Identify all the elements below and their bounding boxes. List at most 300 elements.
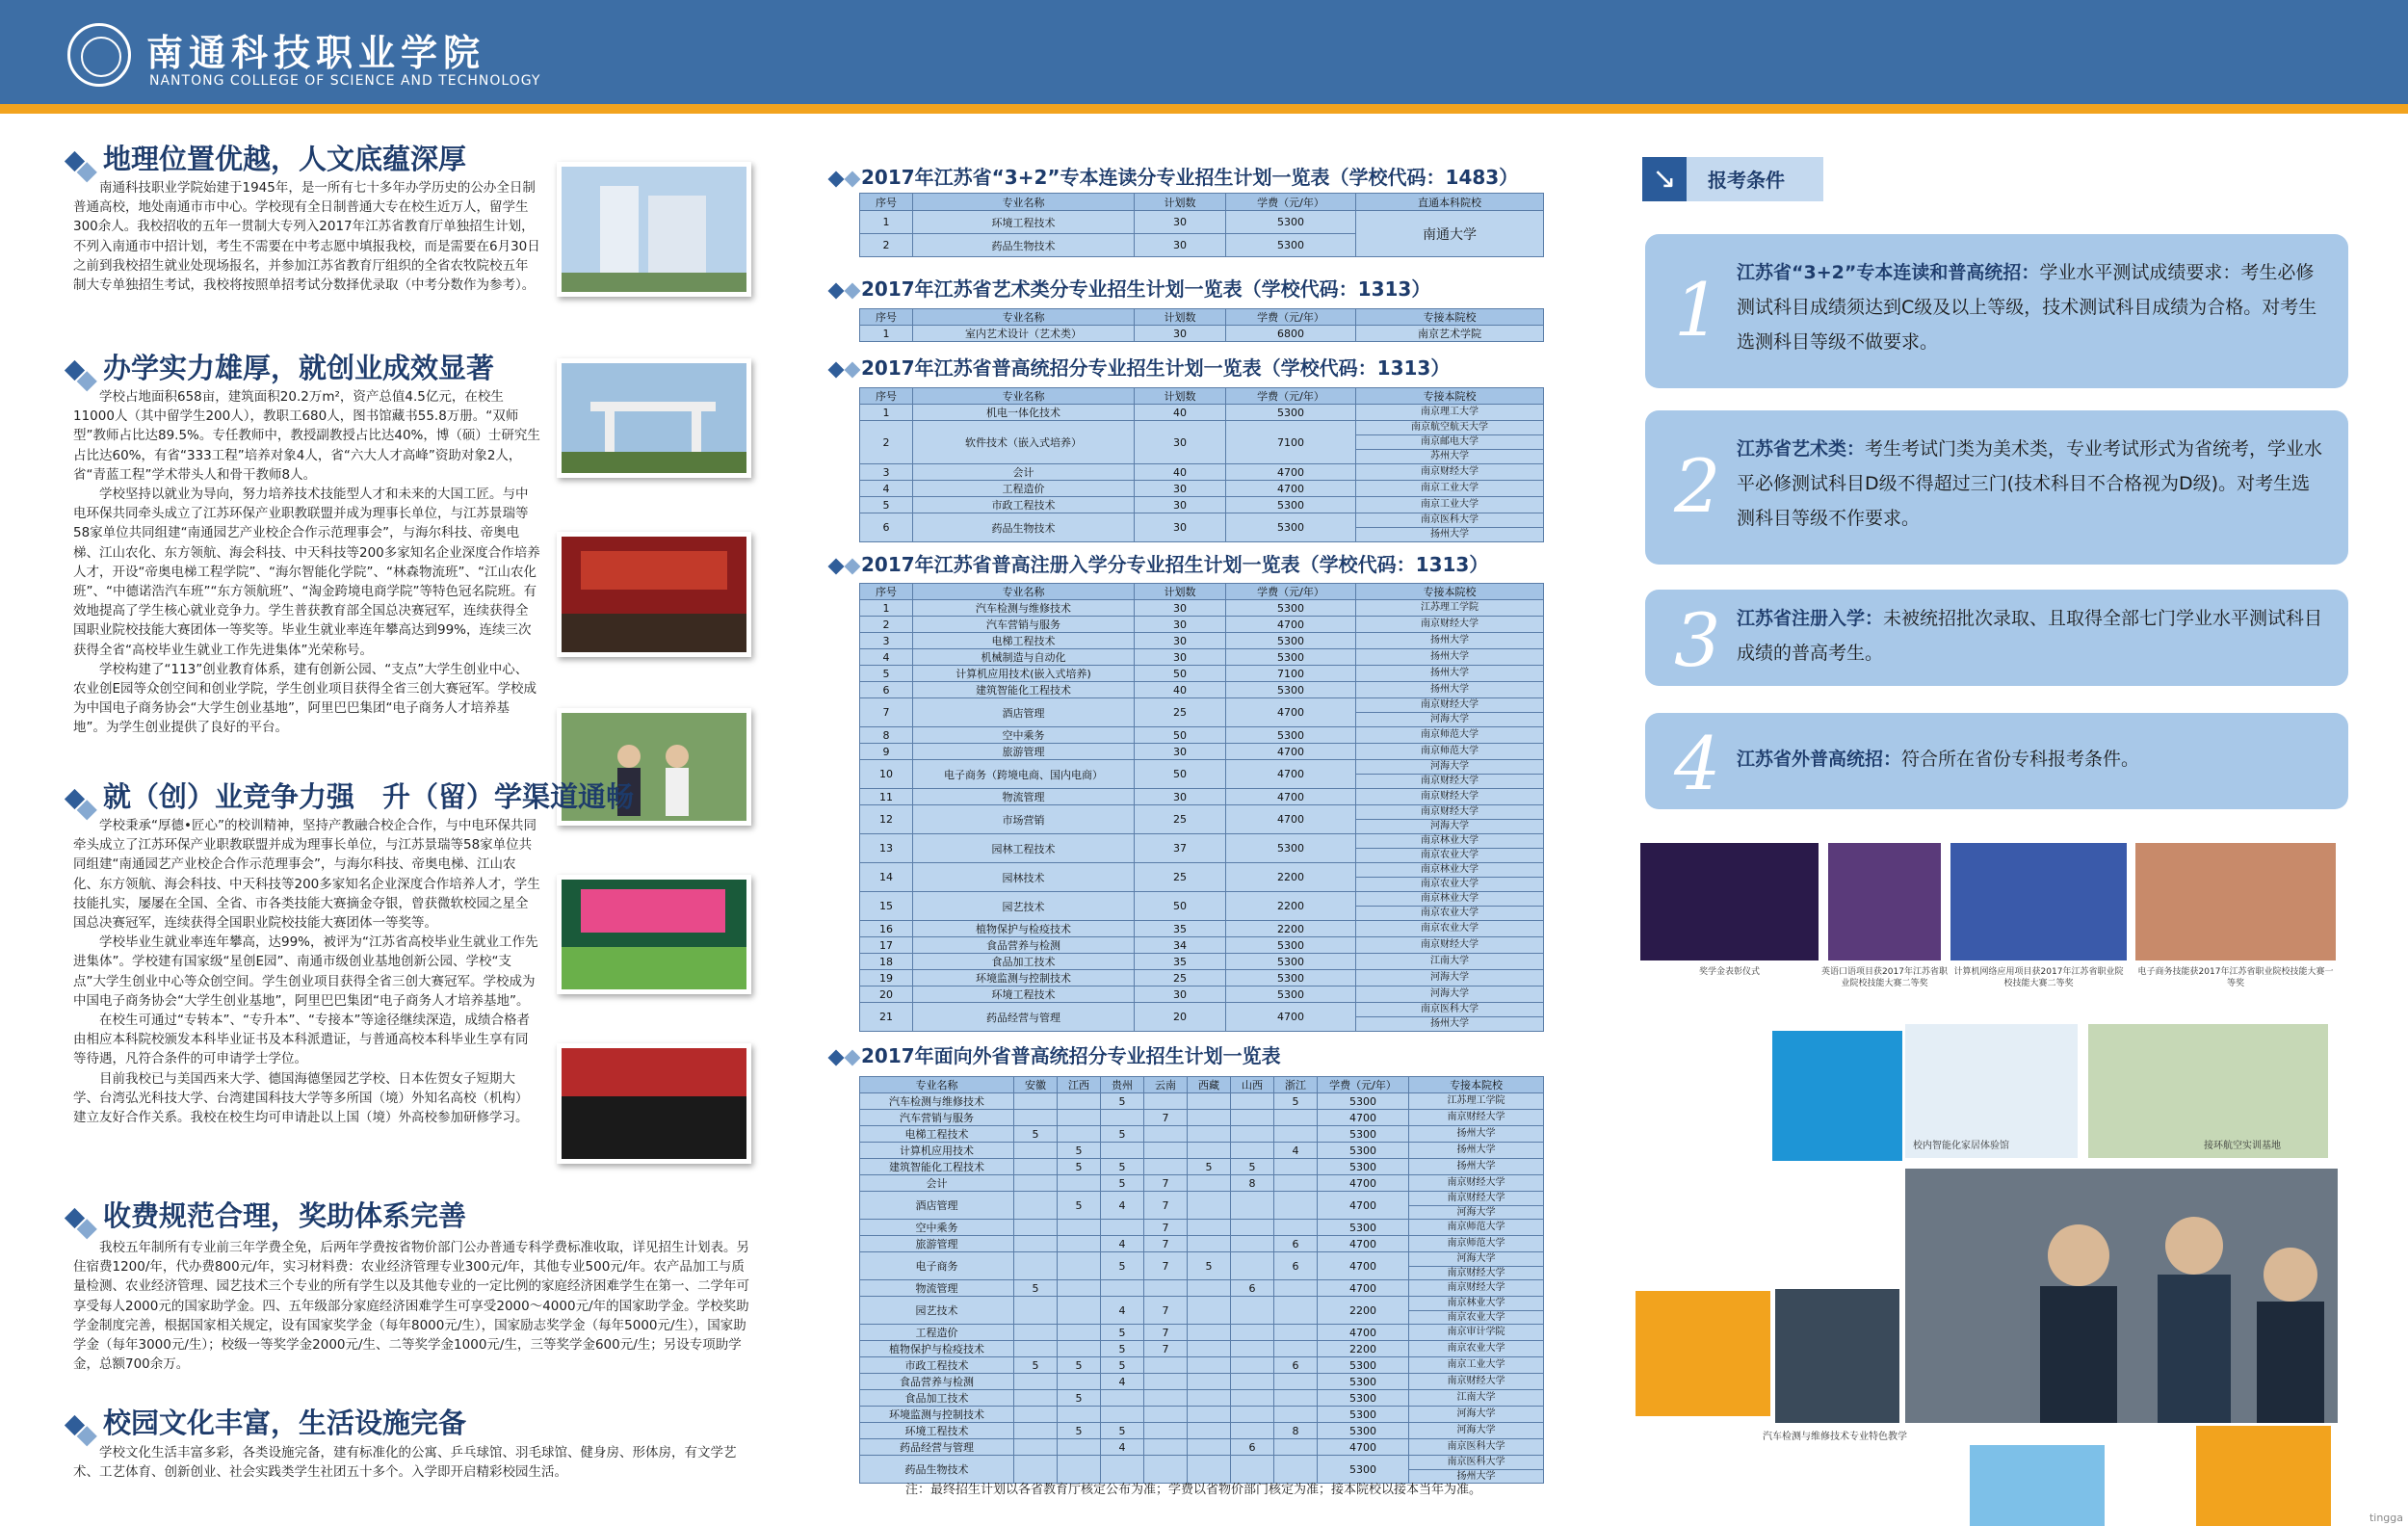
cell-school [1356,649,1544,666]
th-major: 专业名称 [913,584,1135,600]
th-anhui: 安徽 [1014,1077,1058,1093]
cell-xizang [1188,1390,1231,1407]
table-row [860,892,1544,921]
cell-plan: 30 [1135,987,1226,1003]
cell-yunnan [1144,1159,1188,1175]
cell-school [1409,1297,1544,1325]
cell-index: 3 [860,633,913,649]
cell-plan: 37 [1135,834,1226,863]
requirement-text: 江苏省注册入学：未被统招批次录取、且取得全部七门学业水平测试科目成绩的普高考生。 [1737,608,2323,664]
school-line: 扬州大学 [1409,1469,1543,1484]
cell-major: 药品生物技术 [860,1456,1014,1484]
school-name-en: NANTONG COLLEGE OF SCIENCE AND TECHNOLOGY [149,73,541,89]
cell-school [1409,1423,1544,1439]
cell-jiangxi: 5 [1058,1143,1101,1159]
cell-school [1356,892,1544,921]
th-yunnan: 云南 [1144,1077,1188,1093]
cell-index: 21 [860,1003,913,1032]
cell-major: 环境工程技术 [913,211,1135,234]
cell-major: 软件技术（嵌入式培养） [913,421,1135,464]
table-registration [859,583,1544,1032]
photo-smart-home-lab [1902,1021,2081,1161]
cell-zhejiang: 6 [1274,1236,1318,1252]
table-row [860,970,1544,987]
cell-guizhou [1101,1407,1144,1423]
cell-jiangxi [1058,1126,1101,1143]
requirement-number: 2 [1674,443,1721,529]
caption-award-2: 英语口语项目获2017年江苏省职业院校技能大赛二等奖 [1821,967,1948,988]
cell-anhui [1014,1439,1058,1456]
diamond-icon [828,282,845,299]
table-row [860,805,1544,834]
table-row [860,421,1544,464]
school-line: 江南大学 [1456,1392,1496,1404]
cell-anhui [1014,1192,1058,1220]
school-line: 南京财经大学 [1421,806,1479,817]
cell-yunnan [1144,1126,1188,1143]
th-school: 专接本院校 [1409,1077,1544,1093]
cell-xizang [1188,1093,1231,1110]
caption-auto-training: 汽车检测与维修技术专业特色教学 [1763,1432,1907,1442]
cell-shanxi [1231,1325,1274,1341]
school-line: 南京工业大学 [1421,483,1479,493]
th-school: 直通本科院校 [1356,194,1544,211]
school-line: 河海大学 [1430,988,1469,999]
school-line: 南京师范大学 [1447,1238,1505,1250]
cell-zhejiang [1274,1390,1318,1407]
table-row [860,834,1544,863]
cell-xizang [1188,1110,1231,1126]
cell-jiangxi: 5 [1058,1159,1101,1175]
cell-xizang: 5 [1188,1252,1231,1280]
cell-index: 2 [860,617,913,633]
cell-fee: 2200 [1318,1297,1409,1325]
table-row [860,987,1544,1003]
school-line: 河海大学 [1409,1205,1543,1220]
cell-fee: 4700 [1226,744,1356,760]
deco-square-light [1970,1445,2105,1526]
cell-anhui [1014,1143,1058,1159]
cell-shanxi [1231,1390,1274,1407]
cell-school [1409,1110,1544,1126]
cell-school [1409,1280,1544,1297]
requirement-card-3 [1645,590,2348,686]
cell-yunnan: 7 [1144,1175,1188,1192]
table-row [860,1407,1544,1423]
th-jiangxi: 江西 [1058,1077,1101,1093]
cell-yunnan: 7 [1144,1236,1188,1252]
cell-major: 旅游管理 [860,1236,1014,1252]
cell-major: 物流管理 [860,1280,1014,1297]
th-xizang: 西藏 [1188,1077,1231,1093]
cell-zhejiang [1274,1297,1318,1325]
requirement-card-2 [1645,410,2348,565]
photo-ceremony-stage [557,532,751,657]
table-row [860,1390,1544,1407]
cell-guizhou [1101,1143,1144,1159]
table-row [860,698,1544,727]
table-row [860,497,1544,513]
cell-plan: 35 [1135,921,1226,937]
th-fee: 学费（元/年） [1318,1077,1409,1093]
cell-school [1356,464,1544,481]
th-index: 序号 [860,309,913,326]
cell-jiangxi: 5 [1058,1192,1101,1220]
cell-shanxi [1231,1252,1274,1280]
diamond-icon [65,788,85,808]
deco-square-orange [1636,1291,1770,1416]
school-line: 南京农业大学 [1409,1310,1543,1325]
cell-school [1409,1159,1544,1175]
cell-fee: 5300 [1226,600,1356,617]
cell-shanxi [1231,1192,1274,1220]
table-row [860,1143,1544,1159]
school-line: 扬州大学 [1456,1161,1496,1172]
table-row [860,1110,1544,1126]
cell-yunnan [1144,1439,1188,1456]
cell-jiangxi [1058,1439,1101,1456]
cell-fee: 5300 [1318,1220,1409,1236]
table-title-art: 2017年江苏省艺术类分专业招生计划一览表（学校代码：1313） [830,274,1430,302]
cell-plan: 30 [1135,633,1226,649]
cell-school [1356,834,1544,863]
cell-plan: 50 [1135,727,1226,744]
table-row [860,513,1544,542]
cell-major: 工程造价 [860,1325,1014,1341]
school-line: 南京师范大学 [1421,729,1479,740]
cell-major: 园林技术 [913,863,1135,892]
cell-shanxi [1231,1126,1274,1143]
school-line: 南京航空航天大学 [1411,422,1488,433]
cell-major: 植物保护与检疫技术 [860,1341,1014,1357]
cell-plan: 40 [1135,464,1226,481]
cell-guizhou: 4 [1101,1374,1144,1390]
cell-guizhou [1101,1390,1144,1407]
cell-index: 7 [860,698,913,727]
cell-school [1356,987,1544,1003]
school-line: 南京财经大学 [1421,466,1479,477]
cell-anhui: 5 [1014,1357,1058,1374]
cell-fee: 4700 [1318,1110,1409,1126]
cell-fee: 4700 [1318,1192,1409,1220]
cell-fee: 5300 [1226,649,1356,666]
cell-shanxi [1231,1357,1274,1374]
diamond-icon [828,1049,845,1066]
table-row [860,617,1544,633]
cell-xizang [1188,1325,1231,1341]
cell-shanxi [1231,1341,1274,1357]
cell-major: 汽车营销与服务 [913,617,1135,633]
cell-plan: 30 [1135,513,1226,542]
cell-plan: 50 [1135,666,1226,682]
section-title-location: 地理位置优越，人文底蕴深厚 [67,138,466,177]
school-line: 扬州大学 [1430,668,1469,678]
school-line: 南京工业大学 [1447,1359,1505,1371]
cell-yunnan: 7 [1144,1325,1188,1341]
cell-school [1356,789,1544,805]
requirement-number: 4 [1674,721,1721,806]
school-line: 南京财经大学 [1356,774,1543,788]
cell-xizang [1188,1374,1231,1390]
cell-school [1409,1439,1544,1456]
table-row [860,954,1544,970]
table-row [860,633,1544,649]
cell-zhejiang [1274,1407,1318,1423]
cell-yunnan: 7 [1144,1252,1188,1280]
school-line: 扬州大学 [1430,651,1469,662]
cell-anhui [1014,1325,1058,1341]
cell-guizhou: 5 [1101,1159,1144,1175]
cell-major: 植物保护与检疫技术 [913,921,1135,937]
cell-xizang [1188,1143,1231,1159]
cell-xizang [1188,1423,1231,1439]
cell-fee: 5300 [1226,682,1356,698]
cell-shanxi: 8 [1231,1175,1274,1192]
table-row [860,405,1544,421]
table-row [860,744,1544,760]
cell-shanxi [1231,1423,1274,1439]
cell-anhui [1014,1390,1058,1407]
school-line: 扬州大学 [1456,1144,1496,1156]
cell-guizhou: 5 [1101,1126,1144,1143]
cell-school [1356,760,1544,789]
school-line: 南京林业大学 [1421,835,1479,846]
th-major: 专业名称 [860,1077,1014,1093]
cell-xizang: 5 [1188,1159,1231,1175]
cell-fee: 2200 [1318,1341,1409,1357]
cell-yunnan: 7 [1144,1110,1188,1126]
cell-jiangxi: 5 [1058,1390,1101,1407]
cell-fee: 4700 [1226,1003,1356,1032]
table-row [860,1252,1544,1280]
cell-plan: 30 [1135,649,1226,666]
cell-major: 园艺技术 [913,892,1135,921]
school-line: 南京财经大学 [1409,1266,1543,1280]
cell-xizang [1188,1280,1231,1297]
cell-index: 1 [860,211,913,234]
cell-school [1356,600,1544,617]
table-row [860,1280,1544,1297]
table-row [860,789,1544,805]
cell-index: 18 [860,954,913,970]
cell-school: 南通大学 [1356,211,1544,257]
cell-zhejiang: 8 [1274,1423,1318,1439]
cell-guizhou: 5 [1101,1093,1144,1110]
cell-index: 5 [860,666,913,682]
table-row [860,1220,1544,1236]
table-row [860,1192,1544,1220]
cell-school [1356,1003,1544,1032]
cell-anhui [1014,1159,1058,1175]
cell-major: 药品生物技术 [913,513,1135,542]
table-row [860,600,1544,617]
cell-major: 环境监测与控制技术 [860,1407,1014,1423]
cell-xizang [1188,1126,1231,1143]
school-line: 南京财经大学 [1447,1193,1505,1203]
table-row [860,1374,1544,1390]
cell-fee: 5300 [1226,834,1356,863]
cell-plan: 40 [1135,682,1226,698]
cell-shanxi [1231,1374,1274,1390]
cell-guizhou: 5 [1101,1357,1144,1374]
school-line: 南京林业大学 [1421,893,1479,904]
deco-square-orange-2 [2196,1426,2331,1526]
cell-jiangxi [1058,1407,1101,1423]
cell-fee: 2200 [1226,863,1356,892]
th-index: 序号 [860,388,913,405]
school-line: 南京财经大学 [1421,618,1479,629]
watermark-text: tingga [2369,1512,2403,1524]
section-title-strength: 办学实力雄厚，就创业成效显著 [67,347,494,386]
cell-xizang [1188,1439,1231,1456]
school-line: 南京农业大学 [1356,877,1543,891]
cell-school [1356,666,1544,682]
cell-school [1356,744,1544,760]
cell-zhejiang [1274,1325,1318,1341]
cell-fee: 5300 [1226,513,1356,542]
cell-fee: 4700 [1226,617,1356,633]
cell-jiangxi [1058,1220,1101,1236]
cell-jiangxi [1058,1341,1101,1357]
cell-fee: 5300 [1226,970,1356,987]
table-art [859,308,1544,342]
th-school: 专接本院校 [1356,388,1544,405]
cell-zhejiang [1274,1374,1318,1390]
cell-fee: 5300 [1226,633,1356,649]
photo-award-4 [2135,843,2336,960]
cell-school [1356,954,1544,970]
caption-award-3: 计算机网络应用项目获2017年江苏省职业院校技能大赛二等奖 [1953,967,2124,988]
section-body-fees: 我校五年制所有专业前三年学费全免，后两年学费按省物价部门公办普通专科学费标准收取，详见招生计划表。另住宿费1200/年，代办费800元/年，实习材料费：农业经济管理专业300元/年，其他专业500元/年。农产品加工与质量检测、农业经济管理、园艺技术三个专业的所有学生以及其他专业的一定比例的家庭经济困难学生在第一、二学年可享受每人2000元的国家助学金。四、五年级部分家庭经济困难学生可享受2000～4000元/年的国家助学金。学校奖助学金制度完善，根据国家相关规定，设有国家奖学金（每年8000元/生），国家励志奖学金（每年5000元/生），国家助学金（每年3000元/生）；校级一等奖学金2000元/生、二等奖学金1000元/生，三等奖学金600元/生；另设专项助学金，总额700余万。 [73,1240,749,1373]
cell-zhejiang: 6 [1274,1252,1318,1280]
school-line: 河海大学 [1430,972,1469,983]
cell-anhui [1014,1407,1058,1423]
diamond-icon [65,1414,85,1434]
cell-major: 物流管理 [913,789,1135,805]
cell-jiangxi [1058,1252,1101,1280]
cell-zhejiang [1274,1192,1318,1220]
cell-major: 市场营销 [913,805,1135,834]
requirement-number: 1 [1674,267,1721,353]
cell-guizhou: 5 [1101,1423,1144,1439]
cell-xizang [1188,1236,1231,1252]
table-row [860,937,1544,954]
cell-school [1409,1236,1544,1252]
cell-plan: 20 [1135,1003,1226,1032]
th-zhejiang: 浙江 [1274,1077,1318,1093]
cell-major: 机电一体化技术 [913,405,1135,421]
cell-shanxi: 5 [1231,1159,1274,1175]
cell-fee: 5300 [1318,1357,1409,1374]
cell-yunnan [1144,1357,1188,1374]
cell-anhui [1014,1175,1058,1192]
school-line: 南京农业大学 [1356,848,1543,862]
cell-major: 药品生物技术 [913,234,1135,257]
table-row [860,1236,1544,1252]
cell-yunnan [1144,1423,1188,1439]
school-line: 南京财经大学 [1447,1112,1505,1123]
cell-guizhou: 4 [1101,1192,1144,1220]
cell-zhejiang: 5 [1274,1093,1318,1110]
photo-workshop [1772,1286,1902,1426]
section-body-campus-life: 学校文化生活丰富多彩，各类设施完备，建有标准化的公寓、乒乓球馆、羽毛球馆、健身房、形体房，有文学艺术、工艺体育、创新创业、社会实践类学生社团五十多个。入学即开启精彩校园生活。 [73,1445,737,1481]
table-row [860,1093,1544,1110]
section-body-employment: 学校秉承“厚德•匠心”的校训精神，坚持产教融合校企合作，与中电环保共同牵头成立了江苏环保产业职教联盟并成为理事长单位，与江苏景瑞等58家单位共同组建“南通园艺产业校企合作示范理事会”，与海尔科技、帝奥电梯、江山农化、东方领航、海会科技、中天科技等200多家知名企业深度合作培养人才，学生技能扎实，屡屡在全国、全省、市各类技能大赛摘金夺银，曾获微软校园之星全国总决赛冠军，连续获得全国职业院校技能大赛团体一等奖等。 学校毕业生就业率连年攀高，达99%，被评为“江苏省高校毕业生就业工作先进集体”。学校建有国家级“星创E园”、南通市级创业基地创新公园、学校“支点”大学生创业中心等众创空间。学生创业项目获得全省三创大赛冠军。学校成为中国电子商务协会“大学生创业基地”，阿里巴巴集团“电子商务人才培养基地”。 在校生可通过“专转本”、“专升本”、“专接本”等途径继续深造，成绩合格者由相应本科院校颁发本科毕业证书及本科派遣证，与普通高校本科毕业生享有同等待遇，凡符合条件的可申请学士学位。 目前我校已与美国西来大学、德国海德堡园艺学校、日本佐贺女子短期大学、台湾弘光科技大学、台湾建国科技大学等多所国（境）外知名高校（机构）建立友好合作关系。我校在校生均可申请赴以上国（境）外高校参加研修学习。 [73,818,540,1126]
cell-major: 室内艺术设计（艺术类） [913,326,1135,342]
cell-school: 南京艺术学院 [1356,326,1544,342]
school-line: 南京财经大学 [1447,1282,1505,1294]
cell-index: 2 [860,234,913,257]
school-line: 南京工业大学 [1421,499,1479,510]
cell-anhui [1014,1374,1058,1390]
table-row [860,1341,1544,1357]
caption-award-4: 电子商务技能获2017年江苏省职业院校技能大赛一等奖 [2137,967,2334,988]
cell-major: 工程造价 [913,481,1135,497]
th-plan: 计划数 [1135,388,1226,405]
cell-shanxi: 6 [1231,1280,1274,1297]
cell-jiangxi [1058,1110,1101,1126]
cell-guizhou [1101,1280,1144,1297]
cell-major: 会计 [860,1175,1014,1192]
th-index: 序号 [860,194,913,211]
cell-school [1409,1126,1544,1143]
table-row [860,1423,1544,1439]
cell-index: 17 [860,937,913,954]
cell-anhui [1014,1110,1058,1126]
cell-fee: 6800 [1226,326,1356,342]
cell-fee: 5300 [1318,1407,1409,1423]
cell-jiangxi [1058,1093,1101,1110]
cell-major: 电子商务 [860,1252,1014,1280]
cell-school [1356,698,1544,727]
cell-yunnan [1144,1374,1188,1390]
table-3plus2 [859,193,1544,257]
cell-xizang [1188,1192,1231,1220]
cell-plan: 30 [1135,211,1226,234]
cell-yunnan [1144,1280,1188,1297]
photo-campus-buildings [557,162,751,297]
table-row [860,921,1544,937]
cell-zhejiang [1274,1159,1318,1175]
cell-zhejiang [1274,1220,1318,1236]
cell-fee: 7100 [1226,666,1356,682]
table-row [860,666,1544,682]
cell-index: 4 [860,649,913,666]
cell-fee: 4700 [1226,760,1356,789]
cell-school [1356,633,1544,649]
section-body-strength: 学校占地面积658亩，建筑面积20.2万m²，资产总值4.5亿元，在校生11000人（其中留学生200人），教职工680人，图书馆藏书55.8万册。“双师型”教师占比达89.5%。专任教师中，教授副教授占比达40%，博（硕）士研究生占比达60%，有省“333工程”培养对象4人，省“六大人才高峰”资助对象2人，省“青蓝工程”学术带头人和骨干教师8人。 学校坚持以就业为导向，努力培养技术技能型人才和未来的大国工匠。与中电环保共同牵头成立了江苏环保产业职教联盟并成为理事长单位，与江苏景瑞等58家单位共同组建“南通园艺产业校企合作示范理事会”，与海尔科技、帝奥电梯、江山农化、东方领航、海会科技、中天科技等200多家知名企业深度合作培养人才，开设“帝奥电梯工程学院”、“海尔智能化学院”、“林森物流班”、“江山农化班”、“中德诺浩汽车班”“东方领航班”、“淘金跨境电商学院”等特色冠名院班。有效地提高了学生核心就业竞争力。学生普获教育部全国总决赛冠军，连续获得全国职业院校技能大赛团体一等奖等。毕业生就业率连年攀高达到99%，连续三次获得全省“高校毕业生就业工作先进集体”光荣称号。 学校构建了“113”创业教育体系，建有创新公园、“支点”大学生创业中心、农业创E园等众创空间和创业学院，学生创业项目获得全省三创大赛冠军。学校成为中国电子商务协会“大学生创业基地”，阿里巴巴集团“电子商务人才培养基地”。为学生创业提供了良好的平台。 [73,389,540,736]
cell-major: 园林工程技术 [913,834,1135,863]
cell-jiangxi: 5 [1058,1423,1101,1439]
cell-shanxi [1231,1143,1274,1159]
cell-major: 酒店管理 [913,698,1135,727]
th-major: 专业名称 [913,309,1135,326]
school-line: 南京邮电大学 [1356,434,1543,449]
header-stripe [0,104,2408,114]
school-line: 南京财经大学 [1447,1376,1505,1387]
school-line: 南京林业大学 [1421,864,1479,875]
school-line: 河海大学 [1456,1408,1496,1420]
cell-fee: 2200 [1226,921,1356,937]
cell-plan: 30 [1135,481,1226,497]
cell-jiangxi [1058,1374,1101,1390]
cell-school [1356,727,1544,744]
cell-zhejiang [1274,1126,1318,1143]
cell-school [1356,513,1544,542]
photo-award-2 [1828,843,1941,960]
cell-fee: 5300 [1318,1126,1409,1143]
cell-major: 空中乘务 [860,1220,1014,1236]
